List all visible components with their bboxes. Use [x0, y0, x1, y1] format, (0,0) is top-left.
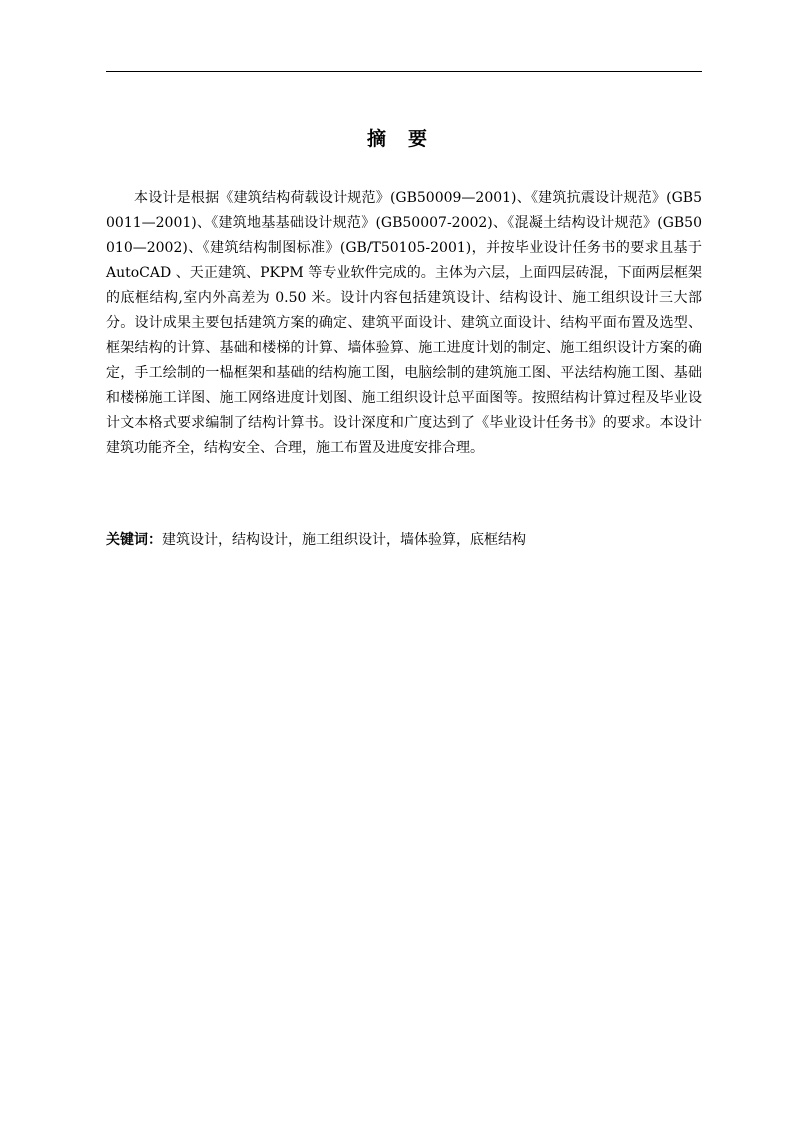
keywords-label: 关键词：	[106, 532, 162, 548]
keywords-line	[106, 528, 702, 553]
keywords-text: 建筑设计，结构设计，施工组织设计，墙体验算，底框结构	[162, 532, 526, 548]
header-rule	[106, 71, 702, 72]
page-title: 摘要	[366, 128, 449, 150]
abstract-paragraph: 本设计是根据《建筑结构荷载设计规范》(GB50009—2001)、《建筑抗震设计规范》(GB50011—2001)、《建筑地基基础设计规范》(GB50007-2002)、《混凝土结构设计规范》(GB50010—2002)、《建筑结构制图标准》(GB/T50105-2001)，并按毕业设计任务书的要求且基于 AutoCAD 、天正建筑、PKPM 等专业软件完成的。主体为六层，上面四层砖混，下面两层框架的底框结构,室内外高差为 0.50 米。设计内容包括建筑设计、结构设计、施工组织设计三大部分。设计成果主要包括建筑方案的确定、建筑平面设计、建筑立面设计、结构平面布置及选型、框架结构的计算、基础和楼梯的计算、墙体验算、施工进度计划的制定、施工组织设计方案的确定，手工绘制的一榀框架和基础的结构施工图，电脑绘制的建筑施工图、平法结构施工图、基础和楼梯施工详图、施工网络进度计划图、施工组织设计总平面图等。按照结构计算过程及毕业设计文本格式要求编制了结构计算书。设计深度和广度达到了《毕业设计任务书》的要求。本设计建筑功能齐全，结构安全、合理，施工布置及进度安排合理。	[106, 190, 702, 456]
